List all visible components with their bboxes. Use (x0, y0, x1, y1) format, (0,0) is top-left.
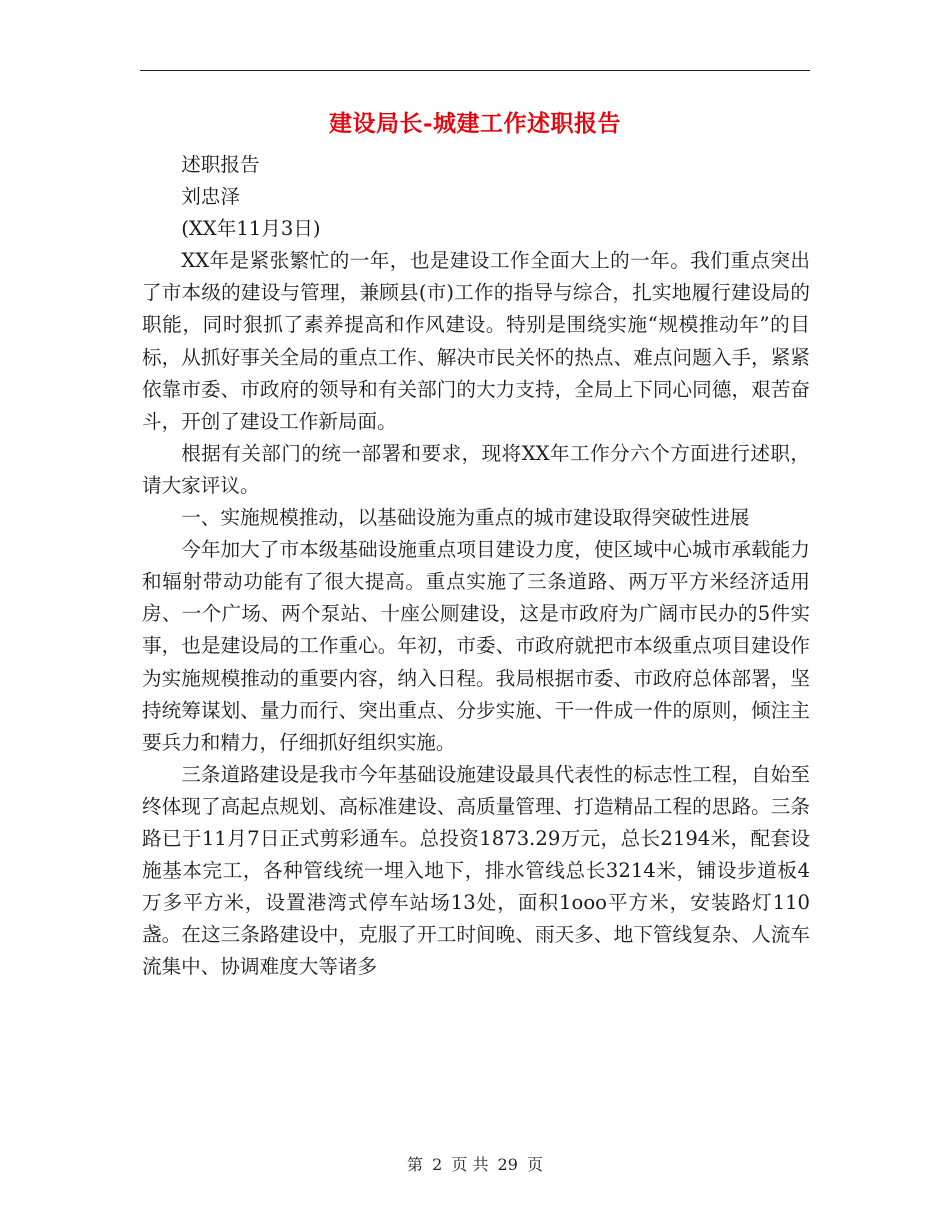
footer-middle: 页 共 (451, 1155, 489, 1174)
body-paragraph: 根据有关部门的统一部署和要求，现将XX年工作分六个方面进行述职，请大家评议。 (142, 441, 810, 497)
body-paragraph: XX年是紧张繁忙的一年，也是建设工作全面大上的一年。我们重点突出了市本级的建设与管理，兼顾县(市)工作的指导与综合，扎实地履行建设局的职能，同时狠抓了素养提高和作风建设。特别是围绕实施“规模推动年”的目标，从抓好事关全局的重点工作、解决市民关怀的热点、难点问题入手，紧紧依靠市委、市政府的领导和有关部门的大力支持，全局上下同心同德，艰苦奋斗，开创了建设工作新局面。 (142, 249, 810, 433)
document-body (142, 149, 810, 983)
page-footer (0, 1153, 950, 1177)
header-rule (140, 70, 810, 71)
body-paragraph: (XX年11月3日) (181, 217, 321, 241)
body-paragraph: 刘忠泽 (181, 185, 240, 209)
body-paragraph: 述职报告 (181, 153, 260, 176)
body-paragraph: 三条道路建设是我市今年基础设施建设最具代表性的标志性工程，自始至终体现了高起点规划、高标准建设、高质量管理、打造精品工程的思路。三条路已于11月7日正式剪彩通车。总投资1873.29万元，总长2194米，配套设施基本完工，各种管线统一埋入地下，排水管线总长3214米，铺设步道板4万多平方米，设置港湾式停车站场13处，面积1ooo平方米，安装路灯110盏。在这三条路建设中，克服了开工时间晚、雨天多、地下管线复杂、人流车流集中、协调难度大等诸多 (142, 762, 810, 979)
section-heading: 一、实施规模推动，以基础设施为重点的城市建设取得突破性进展 (181, 506, 750, 530)
document-title: 建设局长-城建工作述职报告 (328, 110, 622, 137)
footer-prefix: 第 (406, 1155, 423, 1174)
footer-suffix: 页 (527, 1155, 544, 1174)
current-page-number: 2 (432, 1155, 443, 1174)
body-paragraph: 今年加大了市本级基础设施重点项目建设力度，使区域中心城市承载能力和辐射带动功能有了很大提高。重点实施了三条道路、两万平方米经济适用房、一个广场、两个泵站、十座公厕建设，这是市政府为广阔市民办的5件实事，也是建设局的工作重心。年初，市委、市政府就把市本级重点项目建设作为实施规模推动的重要内容，纳入日程。我局根据市委、市政府总体部署，坚持统筹谋划、量力而行、突出重点、分步实施、干一件成一件的原则，倾注主要兵力和精力，仔细抓好组织实施。 (142, 538, 810, 754)
total-page-count: 29 (497, 1155, 518, 1174)
